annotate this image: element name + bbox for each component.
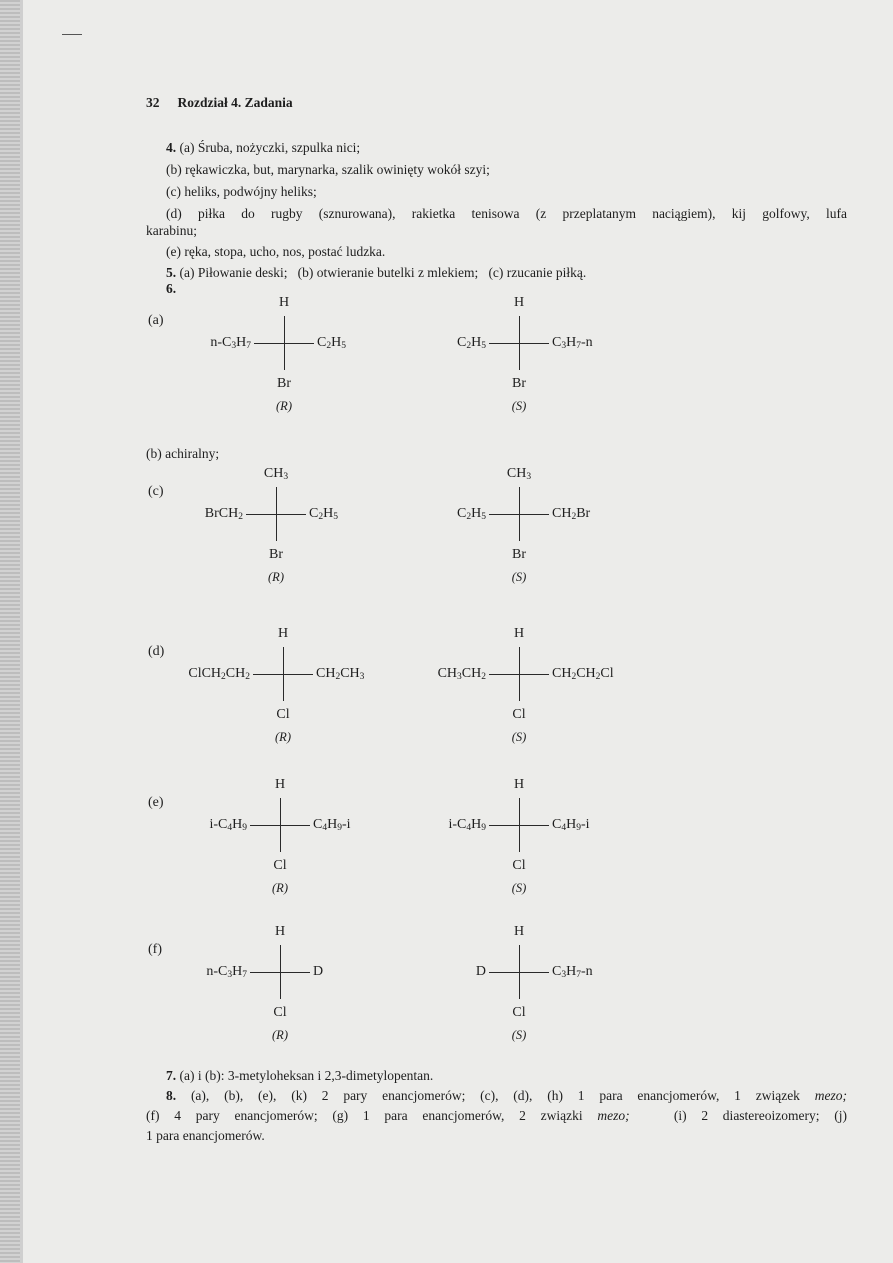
top-substituent: H <box>513 295 525 310</box>
fischer-horizontal-bond <box>246 514 306 515</box>
top-substituent: $CH_3$ <box>506 466 532 482</box>
configuration-S: (S) <box>511 1028 527 1042</box>
fischer-horizontal-bond <box>250 972 310 973</box>
right-substituent: $C_4H_9-i$ <box>313 817 351 833</box>
answer-4a: 4. (a) Śruba, nożyczki, szpulka nici; <box>166 140 361 155</box>
configuration-S: (S) <box>511 881 527 895</box>
answer-4e: (e) ręka, stopa, ucho, nos, postać ludzka. <box>166 244 386 259</box>
left-substituent: $CH_3CH_2$ <box>437 666 486 682</box>
fischer-horizontal-bond <box>250 825 310 826</box>
configuration-S: (S) <box>511 730 527 744</box>
left-substituent: BrCH$_2$ <box>204 506 243 522</box>
structure-label: (c) <box>148 484 164 499</box>
left-substituent: $i-C_4H_9$ <box>448 817 486 833</box>
fischer-horizontal-bond <box>253 674 313 675</box>
bottom-substituent: Cl <box>512 858 526 873</box>
fischer-horizontal-bond <box>489 825 549 826</box>
bottom-substituent: Cl <box>276 707 290 722</box>
structure-label: (a) <box>148 313 164 328</box>
bottom-substituent: Br <box>512 547 526 562</box>
answer-4d: (d) piłka do rugby (sznurowana), rakietka tenisowa (z przeplatanym naciągiem), kij golfowy, lufa <box>166 206 847 221</box>
answer-8-line1: 8. (a), (b), (e), (k) 2 pary enancjomerów; (c), (d), (h) 1 para enancjomerów, 1 związek mezo; <box>166 1088 847 1103</box>
answer-5: 5. (a) Piłowanie deski; (b) otwieranie butelki z mlekiem; (c) rzucanie piłką. <box>166 265 587 280</box>
top-substituent: H <box>274 777 286 792</box>
configuration-S: (S) <box>511 570 527 584</box>
top-substituent: H <box>274 924 286 939</box>
left-substituent: $n-C_3H_7$ <box>206 964 247 980</box>
configuration-R: (R) <box>276 399 292 413</box>
bottom-substituent: Br <box>277 376 291 391</box>
configuration-R: (R) <box>272 881 288 895</box>
configuration-R: (R) <box>268 570 284 584</box>
configuration-R: (R) <box>272 1028 288 1042</box>
answer-4c: (c) heliks, podwójny heliks; <box>166 184 317 199</box>
right-substituent: $C_3H_7-n$ <box>552 335 593 351</box>
answer-8-line3: 1 para enancjomerów. <box>146 1128 265 1143</box>
structure-label: (d) <box>148 644 165 659</box>
page-header <box>146 95 293 111</box>
structure-label: (f) <box>148 942 162 957</box>
structure-label: (e) <box>148 795 164 810</box>
top-substituent: $CH_3$ <box>263 466 289 482</box>
answer-8-line2: (f) 4 pary enancjomerów; (g) 1 para enancjomerów, 2 związki mezo; (i) 2 diastereoizomery; (j) <box>146 1108 848 1123</box>
top-substituent: H <box>278 295 290 310</box>
fischer-horizontal-bond <box>254 343 314 344</box>
fischer-horizontal-bond <box>489 514 549 515</box>
configuration-R: (R) <box>275 730 291 744</box>
answer-6-num: 6. <box>166 281 177 296</box>
left-substituent: D <box>475 964 486 979</box>
right-substituent: $C_2H_5$ <box>317 335 346 351</box>
right-substituent: $CH_2Br$ <box>552 506 591 522</box>
answer-6b: (b) achiralny; <box>146 446 220 461</box>
top-substituent: H <box>277 626 289 641</box>
bottom-substituent: Cl <box>512 1005 526 1020</box>
bottom-substituent: Br <box>269 547 283 562</box>
left-substituent: $i-C_4H_9$ <box>209 817 247 833</box>
right-substituent: $C_2H_5$ <box>309 506 338 522</box>
answer-4d-cont: karabinu; <box>146 223 197 238</box>
fischer-horizontal-bond <box>489 972 549 973</box>
bottom-substituent: Cl <box>273 858 287 873</box>
right-substituent: $C_4H_9-i$ <box>552 817 590 833</box>
fischer-horizontal-bond <box>489 674 549 675</box>
left-substituent: $ClCH_2CH_2$ <box>188 666 250 682</box>
left-substituent: $C_2H_5$ <box>457 335 486 351</box>
right-substituent: $C_3H_7-n$ <box>552 964 593 980</box>
bottom-substituent: Cl <box>273 1005 287 1020</box>
bottom-substituent: Br <box>512 376 526 391</box>
scan-mark <box>62 34 82 35</box>
scan-edge <box>0 0 20 1263</box>
right-substituent: $CH_2CH_3$ <box>316 666 365 682</box>
scan-edge-line <box>20 0 23 1263</box>
answer-4b: (b) rękawiczka, but, marynarka, szalik owinięty wokół szyi; <box>166 162 490 177</box>
top-substituent: H <box>513 626 525 641</box>
chapter-title: Rozdział 4. Zadania <box>177 95 293 110</box>
page-number: 32 <box>146 95 160 110</box>
top-substituent: H <box>513 924 525 939</box>
right-substituent: D <box>313 964 324 979</box>
bottom-substituent: Cl <box>512 707 526 722</box>
right-substituent: $CH_2CH_2Cl$ <box>552 666 614 682</box>
configuration-S: (S) <box>511 399 527 413</box>
left-substituent: $C_2H_5$ <box>457 506 486 522</box>
top-substituent: H <box>513 777 525 792</box>
answer-7: 7. (a) i (b): 3-metyloheksan i 2,3-dimetylopentan. <box>166 1068 434 1083</box>
fischer-horizontal-bond <box>489 343 549 344</box>
left-substituent: $n-C_3H_7$ <box>210 335 251 351</box>
